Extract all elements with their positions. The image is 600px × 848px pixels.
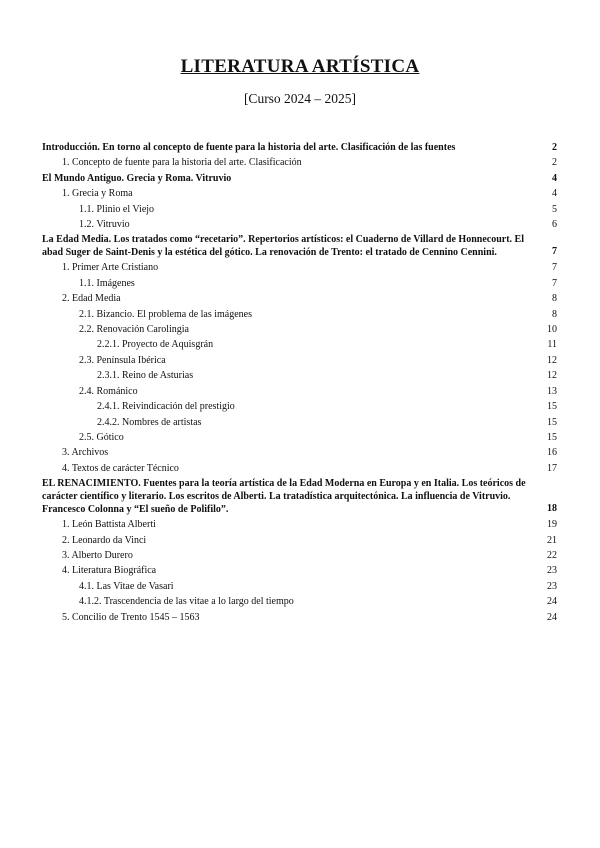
toc-entry-title: 3. Archivos (62, 447, 109, 459)
toc-entry-title: 4. Textos de carácter Técnico (62, 462, 179, 474)
toc-entry[interactable] (42, 276, 557, 291)
toc-entry[interactable] (42, 368, 557, 383)
toc-entry-page-number: 12 (547, 354, 557, 366)
toc-entry[interactable] (42, 337, 557, 352)
toc-entry[interactable] (42, 307, 557, 322)
toc-entry-page-number: 5 (552, 203, 557, 215)
toc-entry-title: 1.1. Plinio el Viejo (79, 203, 155, 215)
toc-entry-title: 1.1. Imágenes (79, 277, 135, 289)
toc-entry[interactable] (42, 217, 557, 232)
toc-entry-page-number: 12 (547, 370, 557, 382)
toc-entry-title: 1. Grecia y Roma (62, 188, 133, 200)
document-title: LITERATURA ARTÍSTICA (180, 56, 420, 77)
toc-entry[interactable] (42, 563, 557, 578)
toc-entry-title: 2.3. Península Ibérica (79, 354, 166, 366)
toc-entry[interactable] (42, 186, 557, 201)
toc-entry-title: La Edad Media. Los tratados como “recetario”. Repertorios artísticos: el Cuaderno de Villard de Honnecourt. El abad Suger de Saint-Denis y la estética del gótico. La renovación de Trento: el tratado de Cennino Cennini. (42, 234, 524, 259)
table-of-contents (42, 140, 557, 625)
toc-entry[interactable] (42, 579, 557, 594)
toc-entry-title: 2.4.2. Nombres de artistas (97, 416, 202, 428)
toc-entry-page-number: 2 (552, 157, 557, 169)
toc-entry-title: 2. Edad Media (62, 293, 121, 305)
toc-entry[interactable] (42, 260, 557, 275)
toc-entry-page-number: 24 (547, 611, 557, 623)
toc-entry[interactable] (42, 415, 557, 430)
toc-entry[interactable] (42, 517, 557, 532)
toc-chapter-entry[interactable] (42, 233, 557, 259)
toc-entry-page-number: 11 (547, 339, 557, 351)
toc-entry-title: 4. Literatura Biográfica (62, 565, 157, 577)
toc-entry-page-number: 24 (547, 596, 557, 608)
toc-entry-page-number: 7 (552, 246, 557, 258)
toc-entry-title: 2.5. Gótico (79, 431, 124, 443)
toc-entry-title: 1. León Battista Alberti (62, 519, 156, 531)
toc-entry-title: 2.3.1. Reino de Asturias (97, 370, 194, 382)
toc-entry[interactable] (42, 430, 557, 445)
toc-entry-page-number: 23 (547, 565, 557, 577)
toc-entry[interactable] (42, 155, 557, 170)
toc-entry-page-number: 16 (547, 447, 557, 459)
toc-entry[interactable] (42, 594, 557, 609)
toc-entry-page-number: 2 (552, 142, 557, 153)
toc-entry[interactable] (42, 461, 557, 476)
toc-entry-page-number: 7 (552, 277, 557, 289)
toc-entry-page-number: 8 (552, 293, 557, 305)
toc-entry[interactable] (42, 202, 557, 217)
toc-entry[interactable] (42, 533, 557, 548)
toc-entry[interactable] (42, 610, 557, 625)
toc-entry-title: Introducción. En torno al concepto de fuente para la historia del arte. Clasificación de las fuentes (42, 142, 456, 153)
toc-entry[interactable] (42, 322, 557, 337)
toc-entry-title: 2. Leonardo da Vinci (62, 534, 147, 546)
toc-entry-page-number: 18 (547, 503, 557, 515)
toc-entry-title: 2.2.1. Proyecto de Aquisgrán (97, 339, 214, 351)
toc-entry-title: 3. Alberto Durero (62, 549, 133, 561)
toc-entry-title: EL RENACIMIENTO. Fuentes para la teoría artística de la Edad Moderna en Europa y en Italia. Los teóricos de carácter científico y literario. Los escritos de Alberti. La tratadística arquitectónica. La influencia de Vitruvio. Francesco Colonna y “El sueño de Polifilo”. (42, 478, 526, 516)
toc-entry-page-number: 4 (552, 172, 557, 184)
toc-entry-title: 1. Primer Arte Cristiano (62, 262, 159, 274)
toc-entry-page-number: 8 (552, 308, 557, 320)
toc-entry-page-number: 15 (547, 416, 557, 428)
toc-entry-title: 1.2. Vitruvio (79, 219, 130, 231)
toc-entry[interactable] (42, 384, 557, 399)
toc-entry-page-number: 4 (552, 188, 557, 200)
toc-entry[interactable] (42, 399, 557, 414)
toc-entry[interactable] (42, 445, 557, 460)
toc-entry-page-number: 19 (547, 519, 557, 531)
toc-entry[interactable] (42, 291, 557, 306)
toc-entry-page-number: 15 (547, 431, 557, 443)
toc-entry-title: 2.2. Renovación Carolingia (79, 324, 189, 336)
toc-entry-title: 2.4. Románico (79, 385, 138, 397)
toc-entry-page-number: 10 (547, 324, 557, 336)
toc-entry-page-number: 15 (547, 401, 557, 413)
toc-entry[interactable] (42, 353, 557, 368)
toc-entry-title: El Mundo Antiguo. Grecia y Roma. Vitruvio (42, 172, 232, 184)
toc-entry-title: 4.1. Las Vitae de Vasari (79, 580, 174, 592)
toc-entry-title: 5. Concilio de Trento 1545 – 1563 (62, 611, 200, 623)
toc-entry-title: 2.1. Bizancio. El problema de las imágenes (79, 308, 253, 320)
toc-entry-title: 1. Concepto de fuente para la historia del arte. Clasificación (62, 157, 302, 169)
toc-chapter-entry[interactable] (42, 477, 557, 516)
toc-entry-title: 2.4.1. Reivindicación del prestigio (97, 401, 235, 413)
toc-entry-page-number: 21 (547, 534, 557, 546)
toc-entry-page-number: 7 (552, 262, 557, 274)
toc-entry-page-number: 13 (547, 385, 557, 397)
toc-entry-page-number: 23 (547, 580, 557, 592)
toc-entry-page-number: 17 (547, 462, 557, 474)
toc-entry-title: 4.1.2. Trascendencia de las vitae a lo largo del tiempo (79, 596, 294, 608)
toc-chapter-entry[interactable] (42, 171, 557, 186)
toc-entry-page-number: 22 (547, 549, 557, 561)
toc-chapter-entry[interactable] (42, 140, 557, 155)
toc-entry[interactable] (42, 548, 557, 563)
document-subtitle: [Curso 2024 – 2025] (243, 91, 357, 106)
toc-entry-page-number: 6 (552, 219, 557, 231)
